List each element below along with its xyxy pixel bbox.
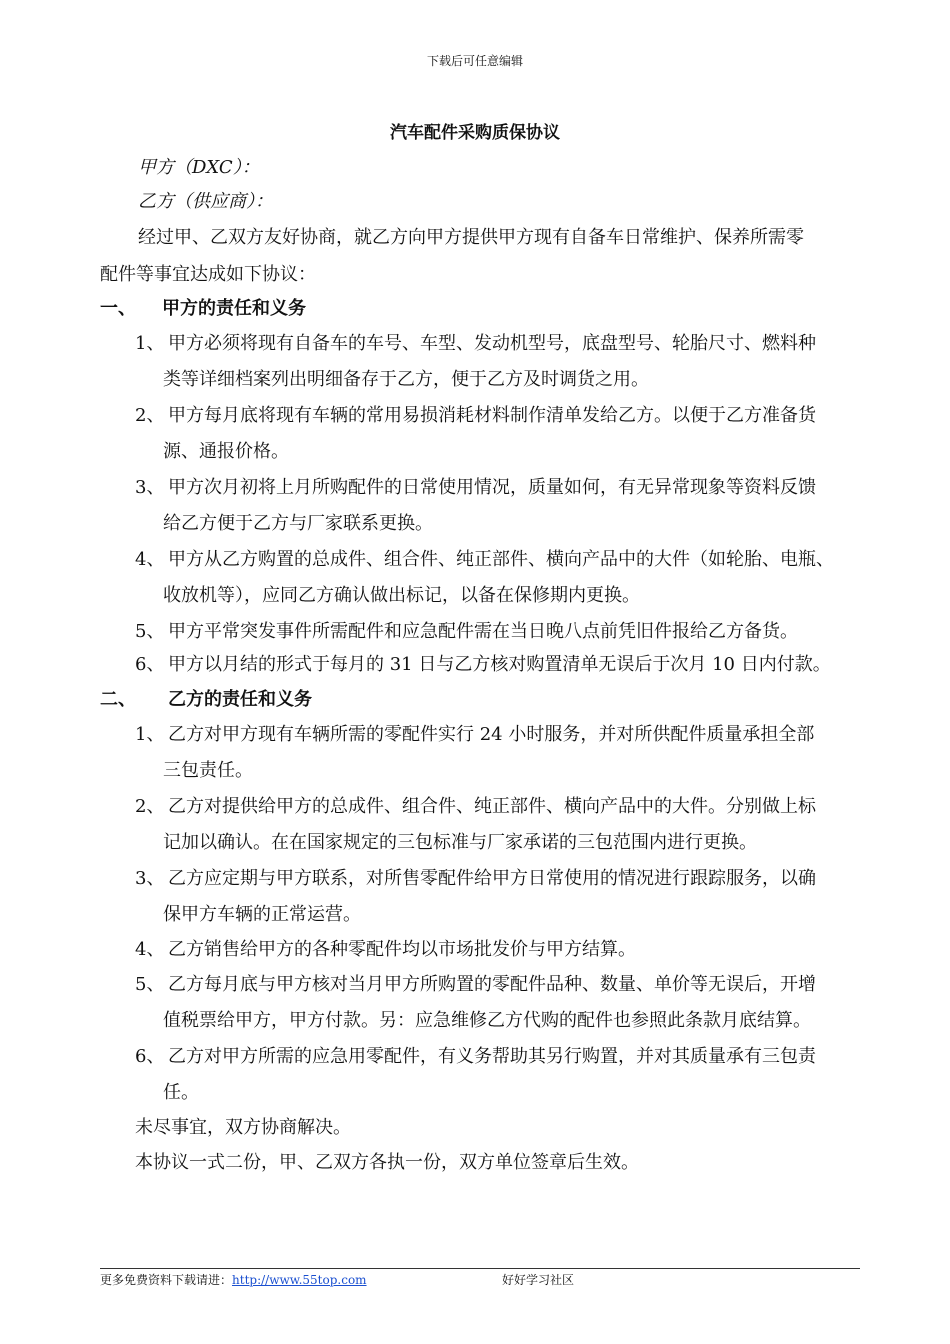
section-2-number: 二、 bbox=[100, 689, 136, 710]
party-b-line: 乙方（供应商）： bbox=[138, 191, 273, 212]
footer-left bbox=[100, 1271, 367, 1288]
closing-line-2: 本协议一式二份，甲、乙双方各执一份，双方单位签章后生效。 bbox=[135, 1152, 639, 1173]
section-2-title: 乙方的责任和义务 bbox=[168, 689, 312, 710]
intro-line-1: 经过甲、乙双方友好协商，就乙方向甲方提供甲方现有自备车日常维护、保养所需零 bbox=[138, 227, 804, 248]
footer-link[interactable]: http://www.55top.com bbox=[232, 1273, 367, 1287]
section-1-title: 甲方的责任和义务 bbox=[162, 298, 306, 319]
footer-download-label: 更多免费资料下载请进： bbox=[100, 1273, 233, 1287]
party-a-line: 甲方（DXC）： bbox=[138, 157, 260, 178]
intro-line-2: 配件等事宜达成如下协议： bbox=[100, 264, 316, 285]
page-header: 下载后可任意编辑 bbox=[426, 54, 523, 68]
footer-divider bbox=[100, 1268, 860, 1269]
section-1-number: 一、 bbox=[100, 298, 136, 319]
document-title: 汽车配件采购质保协议 bbox=[390, 123, 560, 143]
closing-line-1: 未尽事宜，双方协商解决。 bbox=[135, 1117, 351, 1138]
footer-community: 好好学习社区 bbox=[502, 1273, 575, 1287]
